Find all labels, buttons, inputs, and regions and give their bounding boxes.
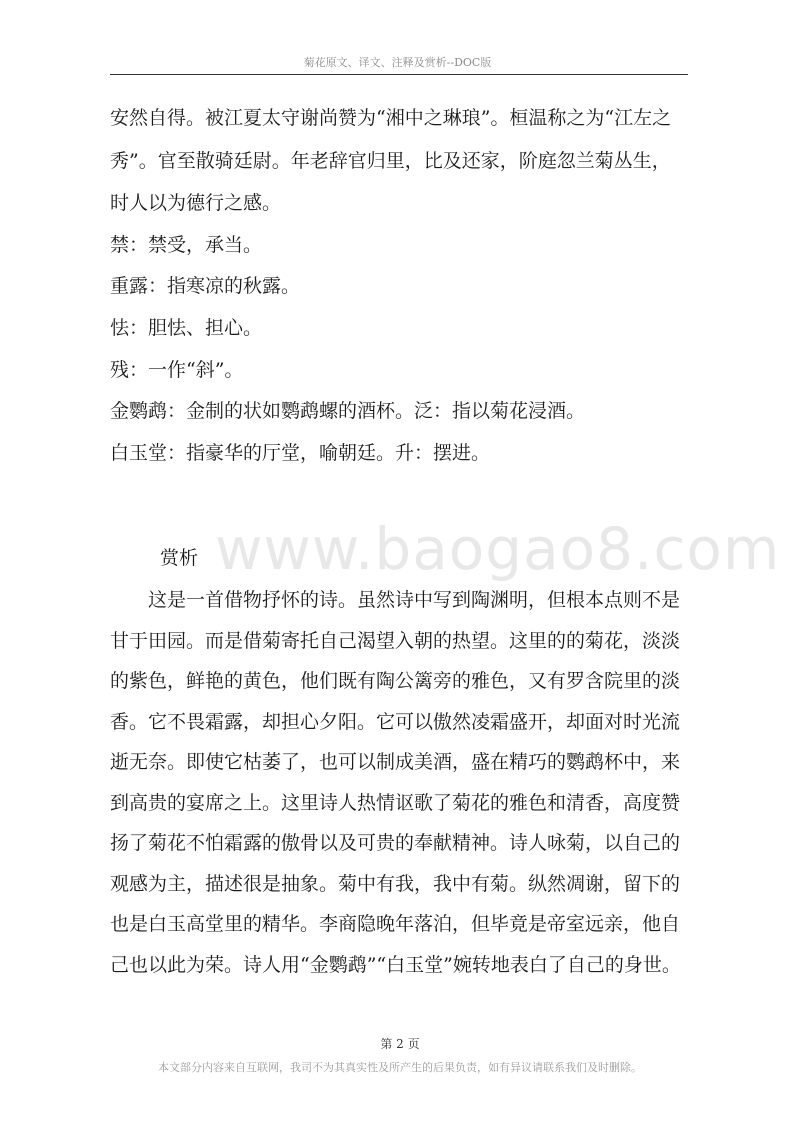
note-item: 禁：禁受，承当。 <box>110 234 263 256</box>
footer-disclaimer: 本文部分内容来自互联网，我司不为其真实性及所产生的后果负责，如有异议请联系我们及时删除。 <box>158 1061 642 1074</box>
analysis-line: 观感为主，描述很是抽象。菊中有我，我中有菊。纵然凋谢，留下的 <box>110 872 681 895</box>
analysis-line: 到高贵的宴席之上。这里诗人热情讴歌了菊花的雅色和清香，高度赞 <box>110 791 681 814</box>
intro-line: 时人以为德行之感。 <box>110 192 282 214</box>
note-item: 怯：胆怯、担心。 <box>110 317 263 339</box>
page-number: 第 2 页 <box>380 1037 420 1051</box>
analysis-title: 赏析 <box>160 547 199 569</box>
note-item: 白玉堂：指豪华的厅堂，喻朝廷。升：摆进。 <box>110 442 491 464</box>
analysis-line: 也是白玉高堂里的精华。李商隐晚年落泊，但毕竟是帝室远亲，他自 <box>110 913 681 935</box>
analysis-line: 扬了菊花不怕霜露的傲骨以及可贵的奉献精神。诗人咏菊，以自己的 <box>110 832 681 854</box>
analysis-line: 逝无奈。即使它枯萎了，也可以制成美酒，盛在精巧的鹦鹉杯中，来 <box>110 751 681 773</box>
analysis-line: 甘于田园。而是借菊寄托自己渴望入朝的热望。这里的的菊花，淡淡 <box>110 629 681 652</box>
header-title: 菊花原文、译文、注释及赏析--DOC版 <box>303 56 492 69</box>
analysis-line: 的紫色，鲜艳的黄色，他们既有陶公篱旁的雅色，又有罗含院里的淡 <box>110 670 681 692</box>
analysis-line: 香。它不畏霜露，却担心夕阳。它可以傲然凌霜盛开，却面对时光流 <box>110 710 681 733</box>
note-item: 重露：指寒凉的秋露。 <box>110 275 301 297</box>
analysis-line: 这是一首借物抒怀的诗。虽然诗中写到陶渊明，但根本点则不是 <box>110 589 681 611</box>
watermark: www.baogao8.com <box>215 515 781 583</box>
intro-line: 安然自得。被江夏太守谢尚赞为“湘中之琳琅”。桓温称之为“江左之 <box>110 107 672 129</box>
analysis-line: 己也以此为荣。诗人用“金鹦鹉”“白玉堂”婉转地表白了自己的身世。 <box>110 953 681 976</box>
note-item: 金鹦鹉：金制的状如鹦鹉螺的酒杯。泛：指以菊花浸酒。 <box>110 400 586 422</box>
intro-line: 秀”。官至散骑廷尉。年老辞官归里，比及还家，阶庭忽兰菊丛生， <box>110 150 671 172</box>
note-item: 残：一作“斜”。 <box>110 359 244 381</box>
analysis-body <box>110 580 690 985</box>
header-divider <box>110 74 688 75</box>
